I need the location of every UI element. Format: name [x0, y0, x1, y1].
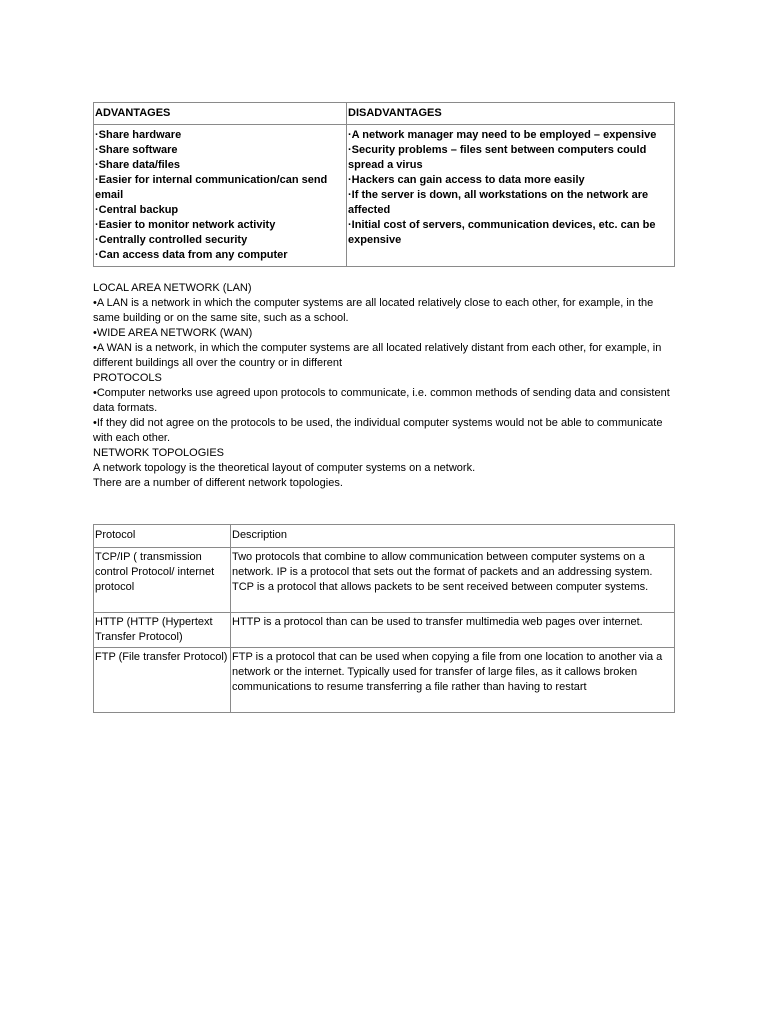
advantages-disadvantages-table	[93, 102, 675, 267]
protocol-name-cell: FTP (File transfer Protocol)	[94, 648, 231, 713]
disadvantages-cell	[347, 125, 675, 267]
advantage-item: ·Share data/files	[95, 159, 180, 171]
wan-heading: •WIDE AREA NETWORK (WAN)	[93, 327, 253, 339]
network-notes	[93, 281, 675, 491]
advantage-item: ·Centrally controlled security	[95, 234, 248, 246]
table-row	[94, 125, 675, 267]
disadvantage-item: ·If the server is down, all workstations on the network are affected	[348, 189, 649, 216]
table-row	[94, 548, 675, 613]
advantage-item: ·Can access data from any computer	[95, 249, 288, 261]
disadvantage-item: ·A network manager may need to be employed – expensive	[348, 129, 657, 141]
protocols-paragraph-1: •Computer networks use agreed upon protocols to communicate, i.e. common methods of sending data and consistent data formats.	[93, 387, 670, 414]
protocol-description-cell: Two protocols that combine to allow communication between computer systems on a network. IP is a protocol that sets out the format of packets and an addressing system. TCP is a protocol that allows packets to be sent received between computer systems.	[231, 548, 675, 613]
advantages-header: ADVANTAGES	[94, 103, 347, 125]
advantage-item: ·Share software	[95, 144, 178, 156]
table-row	[94, 613, 675, 648]
disadvantage-item: ·Hackers can gain access to data more easily	[348, 174, 585, 186]
topologies-paragraph-2: There are a number of different network topologies.	[93, 477, 343, 489]
advantage-item: ·Share hardware	[95, 129, 182, 141]
protocol-name-cell: TCP/IP ( transmission control Protocol/ internet protocol	[94, 548, 231, 613]
protocols-paragraph-2: •If they did not agree on the protocols to be used, the individual computer systems would not be able to communicate with each other.	[93, 417, 663, 444]
table-header-row	[94, 103, 675, 125]
protocol-table	[93, 524, 675, 713]
advantage-item: ·Easier for internal communication/can send email	[95, 174, 328, 201]
lan-heading: LOCAL AREA NETWORK (LAN)	[93, 282, 252, 294]
advantage-item: ·Central backup	[95, 204, 179, 216]
protocol-description-cell: HTTP is a protocol than can be used to transfer multimedia web pages over internet.	[231, 613, 675, 648]
topologies-heading: NETWORK TOPOLOGIES	[93, 447, 225, 459]
description-header: Description	[231, 525, 675, 548]
topologies-paragraph-1: A network topology is the theoretical layout of computer systems on a network.	[93, 462, 476, 474]
wan-paragraph: •A WAN is a network, in which the computer systems are all located relatively distant from each other, for example, in different buildings all over the country or in different	[93, 342, 662, 369]
table-header-row	[94, 525, 675, 548]
disadvantage-item: ·Initial cost of servers, communication devices, etc. can be expensive	[348, 219, 656, 246]
document-page	[93, 102, 675, 713]
advantages-cell	[94, 125, 347, 267]
lan-paragraph: •A LAN is a network in which the computer systems are all located relatively close to each other, for example, in the same building or on the same site, such as a school.	[93, 297, 654, 324]
protocol-description-cell: FTP is a protocol that can be used when copying a file from one location to another via a network or the internet. Typically used for transfer of large files, as it callows broken communications to resume transferring a file rather than having to restart	[231, 648, 675, 713]
disadvantages-header: DISADVANTAGES	[347, 103, 675, 125]
advantage-item: ·Easier to monitor network activity	[95, 219, 276, 231]
disadvantage-item: ·Security problems – files sent between computers could spread a virus	[348, 144, 647, 171]
protocols-heading: PROTOCOLS	[93, 372, 162, 384]
table-row	[94, 648, 675, 713]
protocol-header: Protocol	[94, 525, 231, 548]
protocol-name-cell: HTTP (HTTP (Hypertext Transfer Protocol)	[94, 613, 231, 648]
